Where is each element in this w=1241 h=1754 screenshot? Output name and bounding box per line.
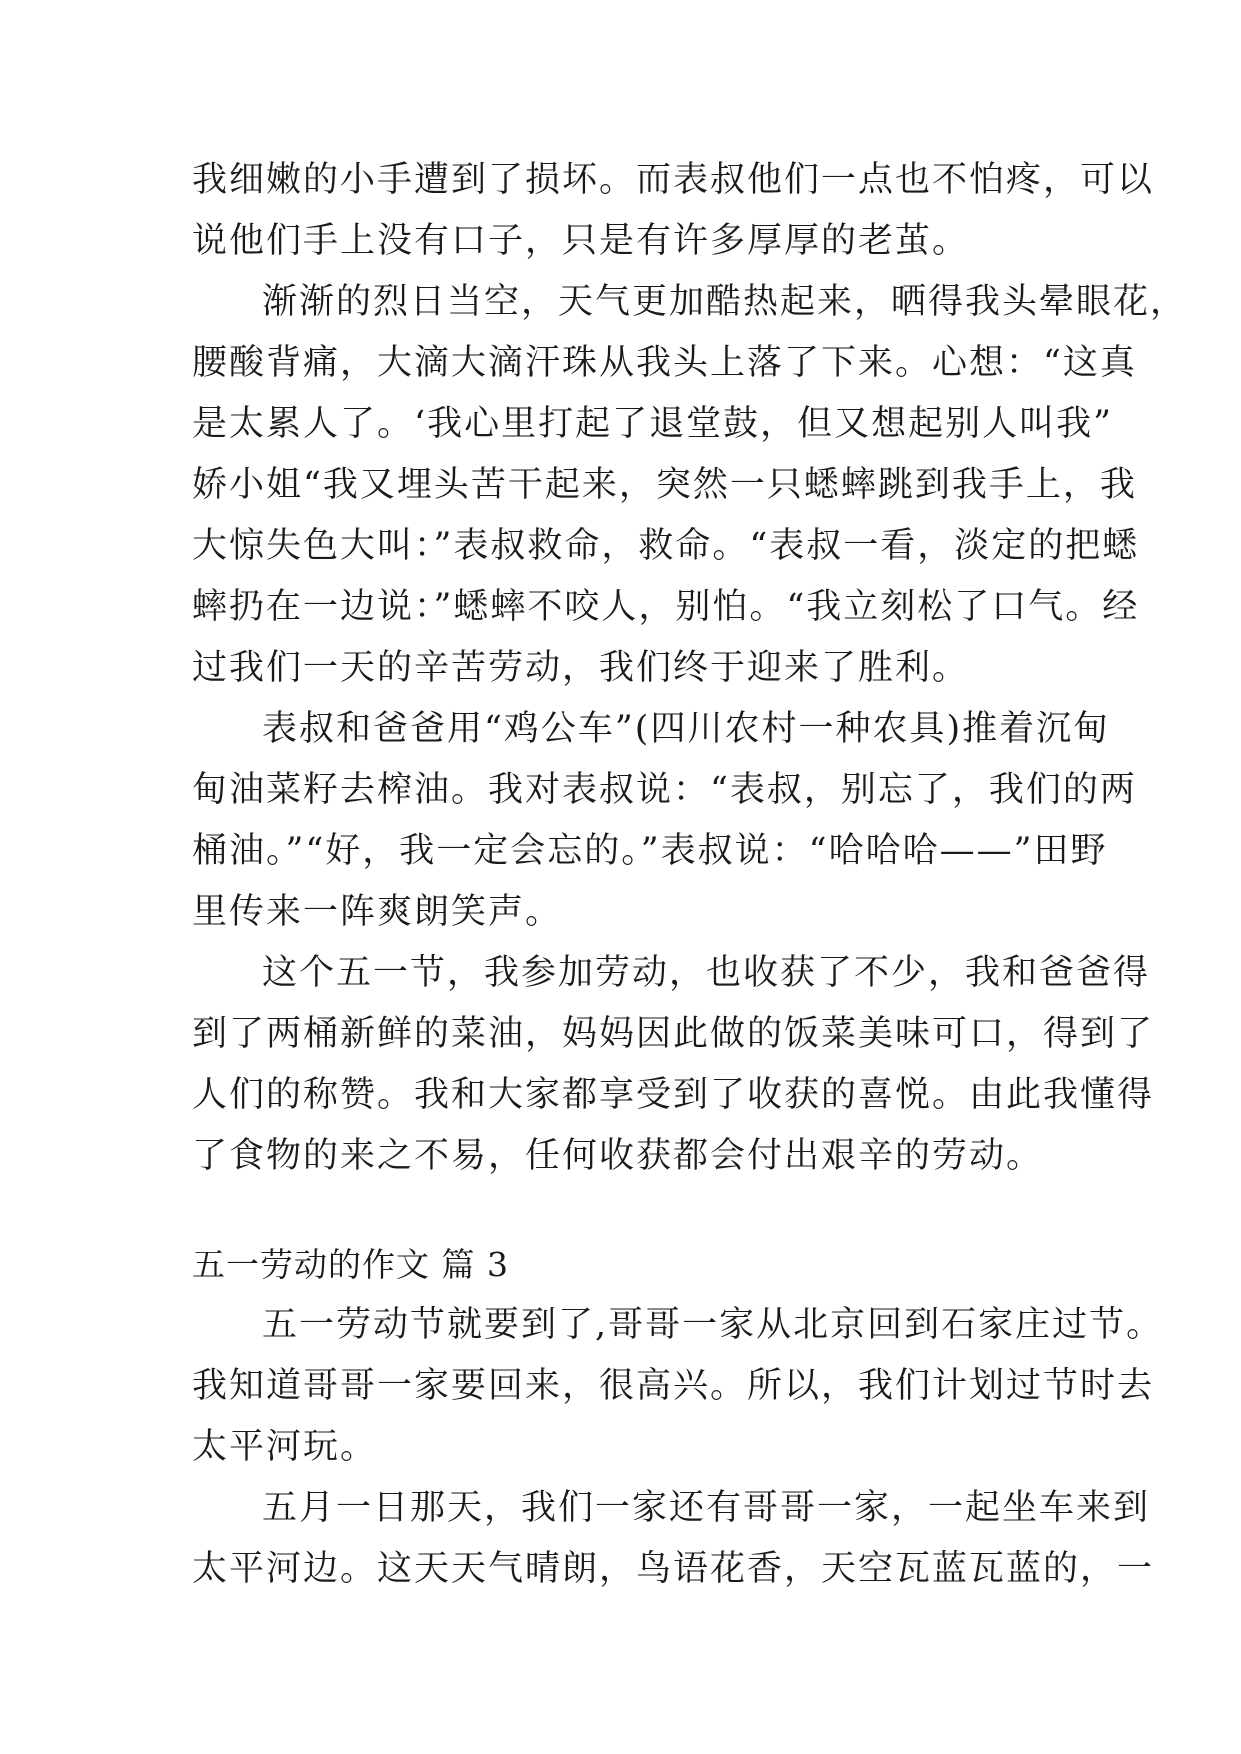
text-line: 桶油。”“好，我一定会忘的。”表叔说：“哈哈哈——”田野: [192, 831, 1108, 871]
document-page: [192, 150, 1188, 1600]
text-line: 腰酸背痛，大滴大滴汗珠从我头上落了下来。心想：“这真: [192, 343, 1137, 383]
text-line: 说他们手上没有口子，只是有许多厚厚的老茧。: [192, 221, 970, 261]
text-line: 这个五一节，我参加劳动，也收获了不少，我和爸爸得: [262, 953, 1151, 993]
text-line: 蟀扔在一边说：”蟋蟀不咬人，别怕。“我立刻松了口气。经: [192, 587, 1140, 627]
text-line: 甸油菜籽去榨油。我对表叔说：“表叔，别忘了，我们的两: [192, 770, 1137, 810]
text-line: 五一劳动节就要到了,哥哥一家从北京回到石家庄过节。: [262, 1305, 1164, 1345]
text-line: 过我们一天的辛苦劳动，我们终于迎来了胜利。: [192, 648, 970, 688]
paragraph: [192, 1295, 1164, 1478]
text-line: 太平河边。这天天气晴朗，鸟语花香，天空瓦蓝瓦蓝的，一: [192, 1549, 1155, 1589]
text-line: 表叔和爸爸用“鸡公车”(四川农村一种农具)推着沉甸: [262, 709, 1111, 749]
paragraph: [192, 943, 1155, 1187]
text-line: 人们的称赞。我和大家都享受到了收获的喜悦。由此我懂得: [192, 1075, 1155, 1115]
section-spacer: [192, 1187, 1054, 1234]
text-line: 娇小姐“我又埋头苦干起来，突然一只蟋蟀跳到我手上，我: [192, 465, 1137, 505]
text-line: 是太累人了。‘我心里打起了退堂鼓，但又想起别人叫我”: [192, 404, 1114, 444]
text-line: 我细嫩的小手遭到了损坏。而表叔他们一点也不怕疼，可以: [192, 160, 1155, 200]
text-line: 到了两桶新鲜的菜油，妈妈因此做的饭菜美味可口，得到了: [192, 1014, 1155, 1054]
text-line: 里传来一阵爽朗笑声。: [192, 892, 563, 932]
paragraph: [192, 699, 1137, 943]
paragraph: [192, 150, 1155, 272]
text-line: 渐渐的烈日当空，天气更加酷热起来，晒得我头晕眼花，: [262, 282, 1188, 322]
paragraph: [192, 272, 1188, 699]
text-line: 大惊失色大叫：”表叔救命，救命。“表叔一看，淡定的把蟋: [192, 526, 1140, 566]
paragraph: [192, 1478, 1155, 1600]
text-line: 了食物的来之不易，任何收获都会付出艰辛的劳动。: [192, 1136, 1044, 1176]
text-line: 五月一日那天，我们一家还有哥哥一家，一起坐车来到: [262, 1488, 1151, 1528]
text-line: 太平河玩。: [192, 1427, 378, 1467]
text-line: 我知道哥哥一家要回来，很高兴。所以，我们计划过节时去: [192, 1366, 1155, 1406]
section-heading: 五一劳动的作文 篇 3: [192, 1245, 509, 1284]
